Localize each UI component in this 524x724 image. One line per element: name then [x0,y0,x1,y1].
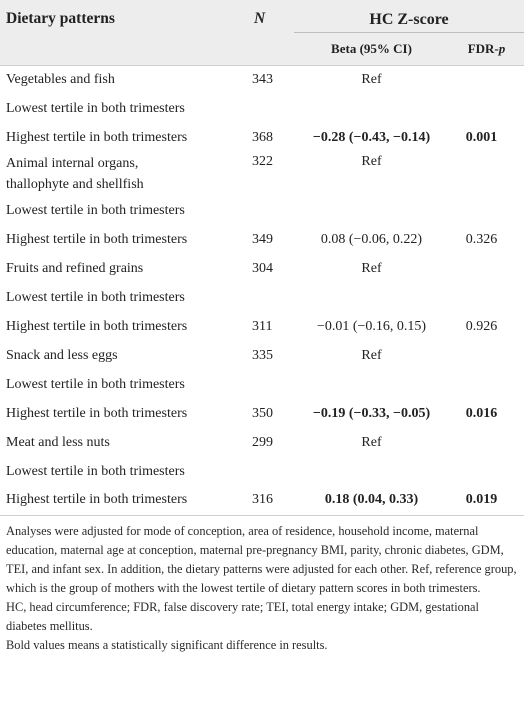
row-beta: Ref [361,71,382,87]
row-beta [294,196,449,225]
row-n: 335 [252,347,273,363]
table-header [0,0,524,65]
row-label [0,152,246,196]
row-label: Snack and less eggs [6,347,118,363]
row-beta: Ref [361,260,382,276]
row-beta [294,457,449,486]
row-fdr: 0.926 [465,318,498,334]
row-label: Highest tertile in both trimesters [6,492,188,508]
row-label-line2: thallophyte and shellfish [6,177,144,192]
row-label: Lowest tertile in both trimesters [6,202,185,218]
row-fdr [449,457,524,486]
row-n: 368 [252,129,273,145]
row-label: Vegetables and fish [6,71,115,87]
table-footnotes [0,516,524,655]
row-beta [294,94,449,123]
row-n: 350 [252,405,273,421]
row-beta [294,370,449,399]
row-fdr [449,370,524,399]
footnote-adjustment: Analyses were adjusted for mode of conception, area of residence, household income, maternal education, maternal age at conception, maternal pre-pregnancy BMI, parity, chronic diabetes, GDM, TEI, and infant sex. In addition, the dietary patterns were adjusted for each other. Ref, reference group, which is the group of mothers with the lowest tertile of dietary pattern scores in both trimesters. [6,523,517,595]
table-row [0,94,524,123]
table-row [0,341,524,370]
row-label: Meat and less nuts [6,434,110,450]
table-row [0,254,524,283]
row-fdr [449,428,524,457]
header-hc-zscore: HC Z-score [294,0,524,32]
row-beta: −0.28 (−0.43, −0.14) [312,129,431,145]
row-fdr [449,196,524,225]
row-n: 304 [252,260,273,276]
table-body [0,65,524,515]
header-dietary-patterns: Dietary patterns [6,10,115,27]
table-row [0,152,524,196]
row-n: 343 [252,71,273,87]
row-fdr [449,94,524,123]
row-n [246,457,294,486]
row-n: 349 [252,231,273,247]
row-fdr: 0.016 [465,405,498,421]
row-n: 299 [252,434,273,450]
row-label: Fruits and refined grains [6,260,144,276]
row-fdr: 0.019 [465,492,498,508]
table-row [0,123,524,152]
table-row [0,65,524,94]
header-fdr-prefix: FDR- [467,40,499,56]
row-n: 311 [252,318,273,334]
row-fdr [449,254,524,283]
row-fdr: 0.326 [465,231,498,247]
footnote-bold-values: Bold values means a statistically significant difference in results. [6,637,328,652]
row-label: Highest tertile in both trimesters [6,231,188,247]
row-n [246,94,294,123]
row-fdr [449,283,524,312]
header-fdr-p-italic: p [498,40,506,56]
table-row [0,225,524,254]
row-label-line1: Animal internal organs, [6,156,139,171]
row-label: Lowest tertile in both trimesters [6,376,185,392]
row-fdr: 0.001 [465,129,498,145]
row-n [246,196,294,225]
row-beta: −0.01 (−0.16, 0.15) [316,318,427,334]
row-label: Lowest tertile in both trimesters [6,463,185,479]
row-n [246,370,294,399]
row-beta: 0.18 (0.04, 0.33) [324,492,419,508]
row-n [246,283,294,312]
table-row [0,428,524,457]
row-n: 316 [252,492,273,508]
row-n: 322 [252,154,273,169]
row-beta: −0.19 (−0.33, −0.05) [312,405,431,421]
row-fdr [449,65,524,94]
row-label: Highest tertile in both trimesters [6,129,188,145]
row-label: Highest tertile in both trimesters [6,318,188,334]
table-row [0,196,524,225]
table-row [0,399,524,428]
row-beta [294,283,449,312]
row-beta: 0.08 (−0.06, 0.22) [320,231,423,247]
row-beta: Ref [361,347,382,363]
row-beta: Ref [361,434,382,450]
table-row [0,312,524,341]
header-beta-ci: Beta (95% CI) [331,40,412,56]
table-row [0,370,524,399]
row-label: Lowest tertile in both trimesters [6,289,185,305]
table-row [0,486,524,515]
row-fdr [449,341,524,370]
footnote-abbreviations: HC, head circumference; FDR, false discovery rate; TEI, total energy intake; GDM, gestational diabetes mellitus. [6,599,479,633]
table-row [0,457,524,486]
row-label: Lowest tertile in both trimesters [6,100,185,116]
header-fdr-p [449,32,524,65]
table-row [0,283,524,312]
row-label: Highest tertile in both trimesters [6,405,188,421]
row-beta: Ref [361,154,382,169]
row-fdr [449,152,524,196]
header-n: N [254,10,266,27]
